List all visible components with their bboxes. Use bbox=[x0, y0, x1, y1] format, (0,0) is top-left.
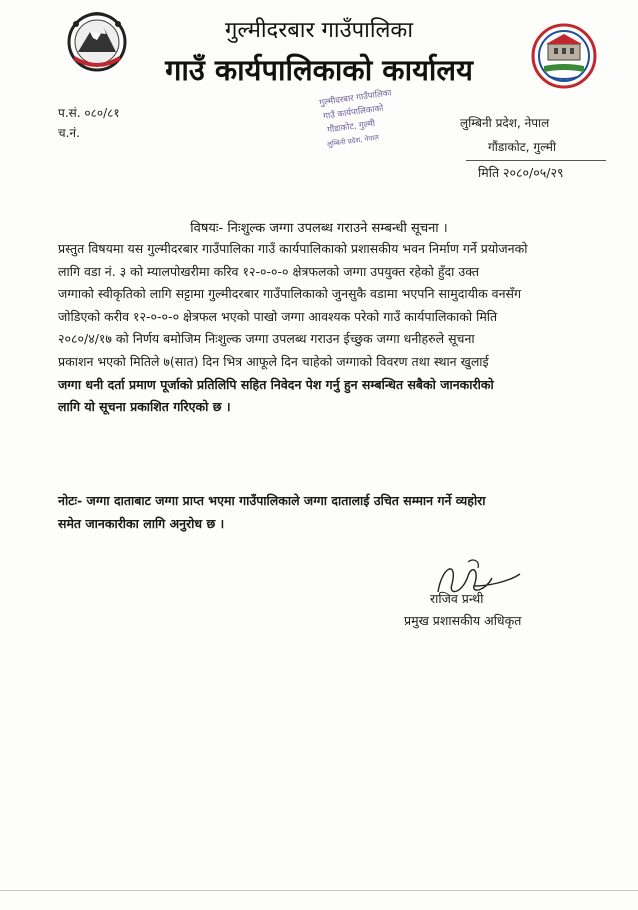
office-location: गौंडाकोट, गुल्मी bbox=[488, 140, 557, 154]
notice-note bbox=[58, 490, 594, 535]
stamp-line-3: गौंडाकोट, गुल्मी bbox=[326, 118, 376, 136]
body-line: जग्गा धनी दर्ता प्रमाण पूर्जाको प्रतिलिपि सहित निवेदन पेश गर्नु हुन सम्बन्धित सबैको जानकारीको bbox=[58, 376, 494, 392]
body-line: २०८०/४/१७ को निर्णय बमोजिम निःशुल्क जग्गा उपलब्ध गराउन ईच्छुक जग्गा धनीहरुले सूचना bbox=[58, 331, 475, 347]
body-line: जोडिएको करीव १२-०-०-० क्षेत्रफल भएको पाखो जग्गा आवश्यक परेको गाउँ कार्यपालिकाको मिति bbox=[58, 308, 498, 324]
stamp-line-1: गुल्मीदरबार गाउँपालिका bbox=[318, 88, 393, 109]
stamp-line-4: लुम्बिनी प्रदेश, नेपाल bbox=[326, 133, 380, 149]
office-name: गाउँ कार्यपालिकाको कार्यालय bbox=[165, 53, 473, 87]
page-bottom-rule bbox=[0, 890, 638, 891]
header-divider bbox=[466, 160, 606, 161]
body-line: जग्गाको स्वीकृतिको लागि सट्टामा गुल्मीदरबार गाउँपालिकाको जुनसुकै वडामा भएपनि सामुदायीक वनसँग bbox=[58, 286, 522, 302]
municipality-name: गुल्मीदरबार गाउँपालिका bbox=[224, 18, 414, 43]
body-line: लागि यो सूचना प्रकाशित गरिएको छ । bbox=[58, 399, 231, 415]
office-stamp bbox=[318, 86, 400, 152]
notice-body bbox=[58, 238, 586, 419]
reference-number: प.सं. ०८०/८१ bbox=[58, 106, 120, 120]
notice-subject: विषयः- निःशुल्क जग्गा उपलब्ध गराउने सम्बन्धी सूचना । bbox=[190, 221, 448, 236]
dispatch-number: च.नं. bbox=[58, 126, 80, 140]
signatory-title: प्रमुख प्रशासकीय अधिकृत bbox=[404, 613, 522, 628]
note-line: समेत जानकारीका लागि अनुरोध छ । bbox=[58, 515, 225, 531]
body-line: प्रस्तुत विषयमा यस गुल्मीदरबार गाउँपालिका गाउँ कार्यपालिकाको प्रशासकीय भवन निर्माण गर्ने प्रयोजनको bbox=[58, 241, 528, 256]
stamp-line-2: गाउँ कार्यपालिकाको bbox=[322, 103, 384, 122]
signatory-name: राजिव प्रन्थी bbox=[430, 591, 484, 606]
body-line: लागि वडा नं. ३ को म्यालपोखरीमा करिव १२-०-०-० क्षेत्रफलको जग्गा उपयुक्त रहेको हुँदा उक्त bbox=[58, 263, 480, 279]
body-line: प्रकाशन भएको मितिले ७(सात) दिन भित्र आफूले दिन चाहेको जग्गाको विवरण तथा स्थान खुलाई bbox=[58, 353, 489, 369]
issue-date: मिति २०८०/०५/२९ bbox=[478, 165, 564, 180]
note-line: नोटः- जग्गा दाताबाट जग्गा प्राप्त भएमा गाउँपालिकाले जग्गा दातालाई उचित सम्मान गर्ने व्यहोरा bbox=[58, 493, 486, 508]
province-address: लुम्बिनी प्रदेश, नेपाल bbox=[460, 116, 550, 130]
